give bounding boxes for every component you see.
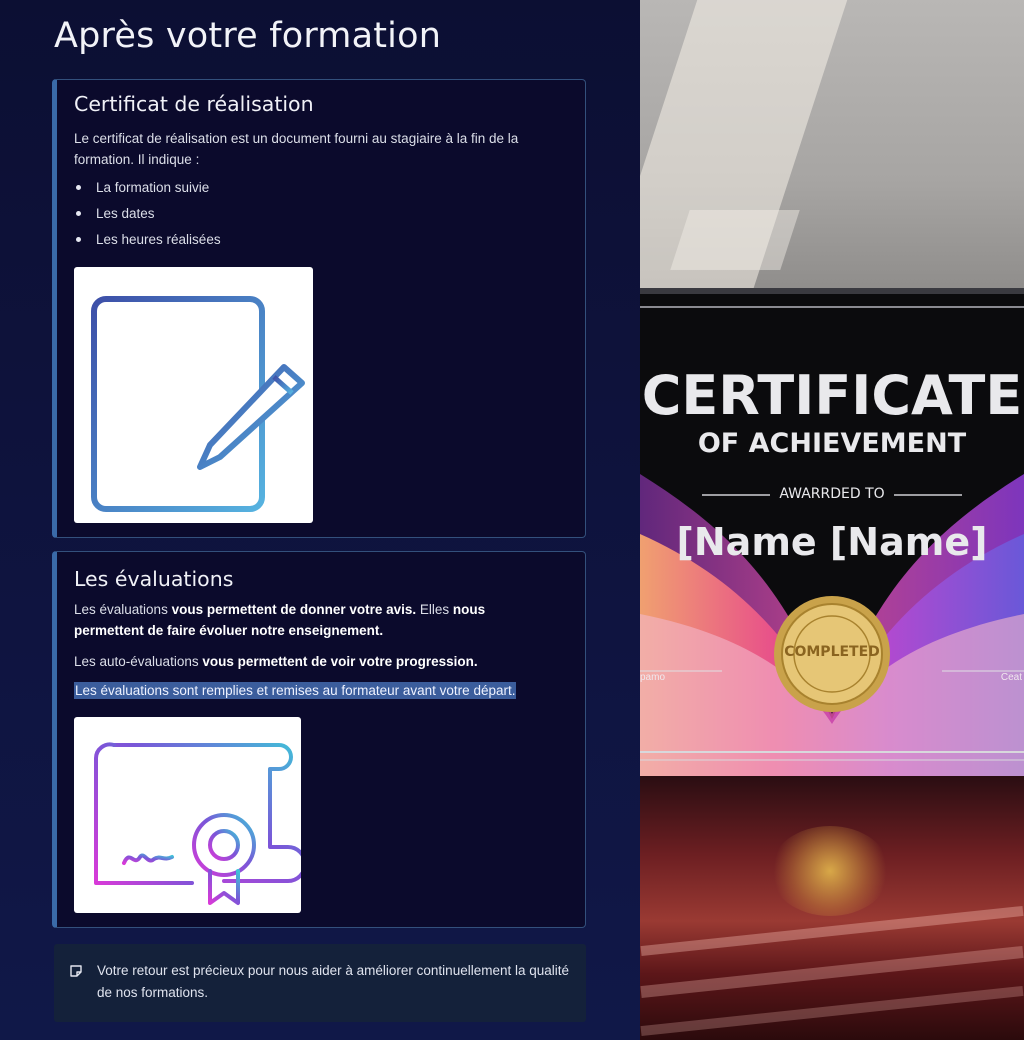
certificate-photo xyxy=(640,0,1024,1040)
note-icon xyxy=(69,964,83,983)
evaluations-paragraph-1 xyxy=(74,599,544,641)
evaluations-illustration xyxy=(74,717,301,913)
photo-wall xyxy=(640,0,1024,300)
page-title: Après votre formation xyxy=(54,16,442,56)
evaluations-paragraph-3[interactable] xyxy=(74,680,544,701)
list-item: Les dates xyxy=(74,204,221,230)
photo-cert-title: CERTIFICATE xyxy=(641,364,1023,427)
evaluations-card-title: Les évaluations xyxy=(74,567,234,591)
evaluations-paragraph-2 xyxy=(74,651,544,672)
diploma-ribbon-icon xyxy=(74,717,301,913)
photo-desk xyxy=(640,776,1024,1040)
feedback-note xyxy=(54,944,586,1022)
document-pen-icon xyxy=(74,267,313,523)
list-item: Les heures réalisées xyxy=(74,230,221,256)
list-item: La formation suivie xyxy=(74,178,221,204)
certificate-illustration xyxy=(74,267,313,523)
certificate-card xyxy=(52,79,586,538)
evaluations-card xyxy=(52,551,586,928)
certificate-bullet-list xyxy=(74,178,221,256)
selected-text[interactable]: Les évaluations sont remplies et remises au formateur avant votre départ. xyxy=(75,683,516,698)
photo-side-left: pamo xyxy=(640,672,666,683)
certificate-board xyxy=(640,288,1024,778)
text: Les auto-évaluations xyxy=(74,654,203,669)
photo-name-placeholder: [Name [Name] xyxy=(676,520,988,564)
certificate-intro: Le certificat de réalisation est un document fourni au stagiaire à la fin de la formation. Il indique : xyxy=(74,131,519,167)
photo-cert-subtitle: OF ACHIEVEMENT xyxy=(697,428,967,459)
text: Les évaluations xyxy=(74,602,172,617)
certificate-card-title: Certificat de réalisation xyxy=(74,92,314,116)
note-text: Votre retour est précieux pour nous aider à améliorer continuellement la qualité de nos formations. xyxy=(97,963,570,1000)
text: Elles xyxy=(416,602,453,617)
photo-awarded-to: AWARRDED TO xyxy=(779,486,885,502)
bold-text: vous permettent de donner votre avis. xyxy=(171,602,417,617)
photo-seal-text: COMPLETED xyxy=(784,644,880,660)
photo-side-right: Ceat xyxy=(1000,672,1022,683)
bold-text: vous permettent de voir votre progression. xyxy=(202,654,478,669)
bold-text: nous permettent de faire évoluer notre enseignement. xyxy=(74,602,486,638)
